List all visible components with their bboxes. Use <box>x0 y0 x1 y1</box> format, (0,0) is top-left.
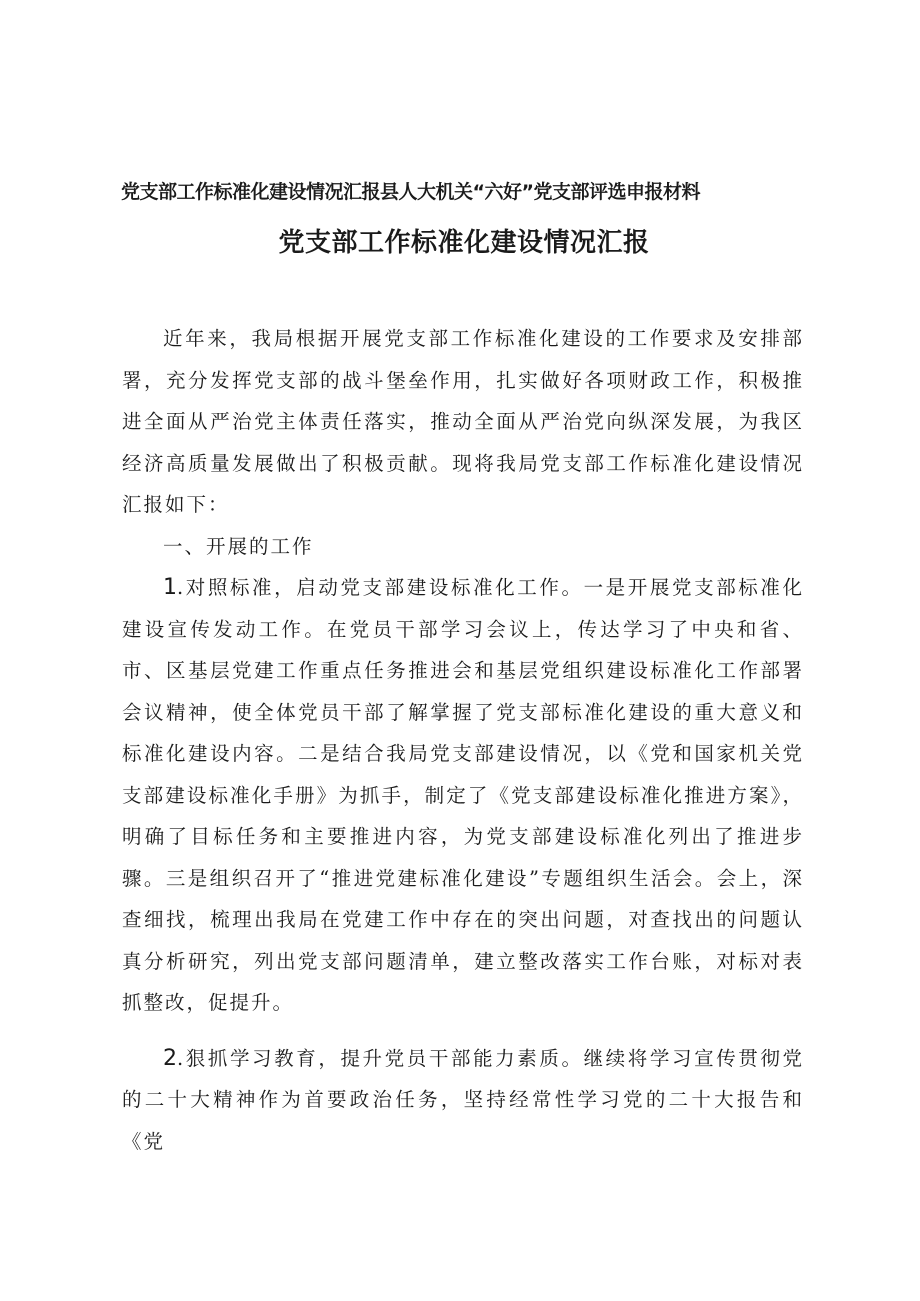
document-title: 党支部工作标准化建设情况汇报 <box>278 228 650 258</box>
item-1-text: .对照标准，启动党支部建设标准化工作。一是开展党支部标准化建设宣传发动工作。在党员干部学习会议上，传达学习了中央和省、市、区基层党建工作重点任务推进会和基层党组织建设标准化工作部署会议精神，使全体党员干部了解掌握了党支部标准化建设的重大意义和标准化建设内容。二是结合我局党支部建设情况，以《党和国家机关党支部建设标准化手册》为抓手，制定了《党支部建设标准化推进方案》，明确了目标任务和主要推进内容，为党支部建设标准化列出了推进步骤。三是组织召开了“推进党建标准化建设”专题组织生活会。会上，深查细找，梳理出我局在党建工作中存在的突出问题，对查找出的问题认真分析研究，列出党支部问题清单，建立整改落实工作台账，对标对表抓整改，促提升。 <box>122 576 804 1014</box>
item-2-text: .狠抓学习教育，提升党员干部能力素质。继续将学习宣传贯彻党的二十大精神作为首要政治任务，坚持经常性学习党的二十大报告和《党 <box>122 1046 804 1153</box>
item-1-paragraph <box>122 567 804 1024</box>
section-heading: 一、开展的工作 <box>162 534 314 558</box>
intro-paragraph: 近年来，我局根据开展党支部工作标准化建设的工作要求及安排部署，充分发挥党支部的战斗堡垒作用，扎实做好各项财政工作，积极推进全面从严治党主体责任落实，推动全面从严治党向纵深发展，为我区经济高质量发展做出了积极贡献。现将我局党支部工作标准化建设情况汇报如下： <box>122 327 804 516</box>
item-2-paragraph <box>122 1038 804 1163</box>
document-header: 党支部工作标准化建设情况汇报县人大机关“六好”党支部评选申报材料 <box>121 181 700 203</box>
item-2-number: 2 <box>162 1045 177 1071</box>
document-body <box>122 318 804 1162</box>
item-1-number: 1 <box>162 575 177 600</box>
